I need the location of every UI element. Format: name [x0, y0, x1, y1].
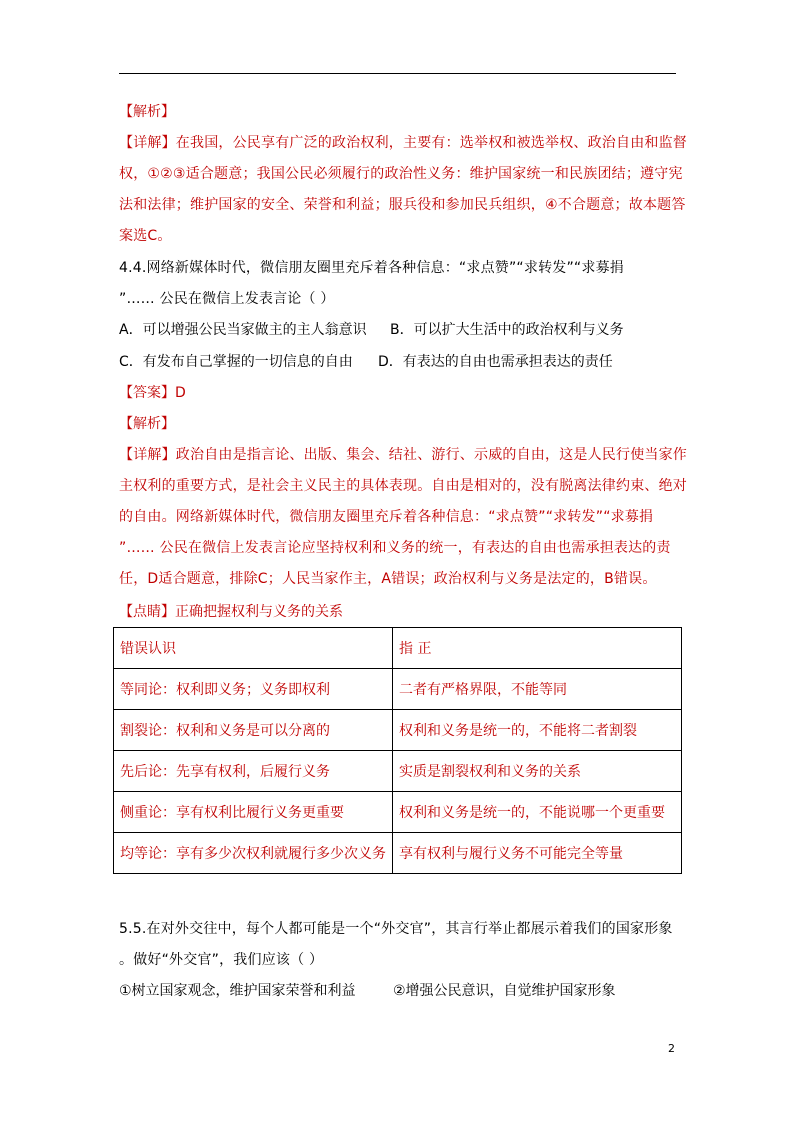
table-header-cell: 指 正: [393, 628, 682, 669]
detail-line: 任，D适合题意，排除C；人民当家作主，A错误；政治权利与义务是法定的，B错误。: [119, 571, 657, 587]
table-cell: 侧重论：享有权利比履行义务更重要: [114, 792, 393, 833]
option-c: C．有发布自己掌握的一切信息的自由: [119, 354, 353, 370]
stem-line: 4.4.网络新媒体时代，微信朋友圈里充斥着各种信息：“求点赞”“求转发”“求募捐: [119, 260, 624, 276]
table-cell: 享有权利与履行义务不可能完全等量: [393, 833, 682, 874]
table-cell: 二者有严格界限，不能等同: [393, 669, 682, 710]
stem-line: ”…… 公民在微信上发表言论（ ）: [119, 291, 335, 307]
analysis-label: 【解析】: [119, 416, 175, 432]
table-header-row: [114, 628, 682, 669]
question-5-stem: [119, 914, 681, 976]
table-cell: 割裂论：权利和义务是可以分离的: [114, 710, 393, 751]
detail-line: 的自由。网络新媒体时代，微信朋友圈里充斥着各种信息：“求点赞”“求转发”“求募捐: [119, 509, 654, 525]
detail-line: 【详解】政治自由是指言论、出版、集会、结社、游行、示威的自由，这是人民行使当家作: [119, 447, 687, 463]
stem-line: 。做好“外交官”，我们应该（ ）: [119, 952, 324, 968]
answer: 【答案】D: [119, 385, 186, 401]
question-4-stem: [119, 253, 681, 315]
comparison-table: [113, 627, 682, 874]
analysis-detail: [119, 128, 687, 252]
detail-line: 案选C。: [119, 228, 172, 244]
detail-line: 主权利的重要方式，是社会主义民主的具体表现。自由是相对的，没有脱离法律约束、绝对: [119, 478, 687, 494]
table-cell: 均等论：享有多少次权利就履行多少次义务: [114, 833, 393, 874]
detail-line: 权，①②③适合题意；我国公民必须履行的政治性义务：维护国家统一和民族团结；遵守宪: [119, 166, 683, 182]
table-cell: 等同论：权利即义务；义务即权利: [114, 669, 393, 710]
table-cell: 实质是割裂权利和义务的关系: [393, 751, 682, 792]
table-cell: 先后论：先享有权利，后履行义务: [114, 751, 393, 792]
table-row: [114, 833, 682, 874]
header-rule: [119, 73, 676, 74]
table-row: [114, 710, 682, 751]
table-row: [114, 669, 682, 710]
analysis-label: 【解析】: [119, 104, 175, 120]
table-row: [114, 792, 682, 833]
table-cell: 权利和义务是统一的，不能说哪一个更重要: [393, 792, 682, 833]
detail-line: ”…… 公民在微信上发表言论应坚持权利和义务的统一，有表达的自由也需承担表达的责: [119, 540, 671, 556]
table-cell: 权利和义务是统一的，不能将二者割裂: [393, 710, 682, 751]
option-b: B．可以扩大生活中的政治权利与义务: [390, 322, 624, 338]
option-2: ②增强公民意识，自觉维护国家形象: [393, 983, 616, 999]
option-a: A．可以增强公民当家做主的主人翁意识: [119, 322, 367, 338]
option-d: D．有表达的自由也需承担表达的责任: [378, 354, 613, 370]
analysis-detail: [119, 440, 687, 595]
page-number: 2: [668, 1042, 675, 1055]
detail-line: 【详解】在我国，公民享有广泛的政治权利，主要有：选举权和被选举权、政治自由和监督: [119, 135, 687, 151]
option-1: ①树立国家观念，维护国家荣誉和利益: [119, 983, 356, 999]
detail-line: 法和法律；维护国家的安全、荣誉和利益；服兵役和参加民兵组织，④不合题意；故本题答: [119, 197, 686, 213]
stem-line: 5.5.在对外交往中，每个人都可能是一个“外交官”，其言行举止都展示着我们的国家形象: [119, 921, 673, 937]
table-header-cell: 错误认识: [114, 628, 393, 669]
table-row: [114, 751, 682, 792]
dianjing-note: 【点睛】正确把握权利与义务的关系: [119, 604, 343, 620]
